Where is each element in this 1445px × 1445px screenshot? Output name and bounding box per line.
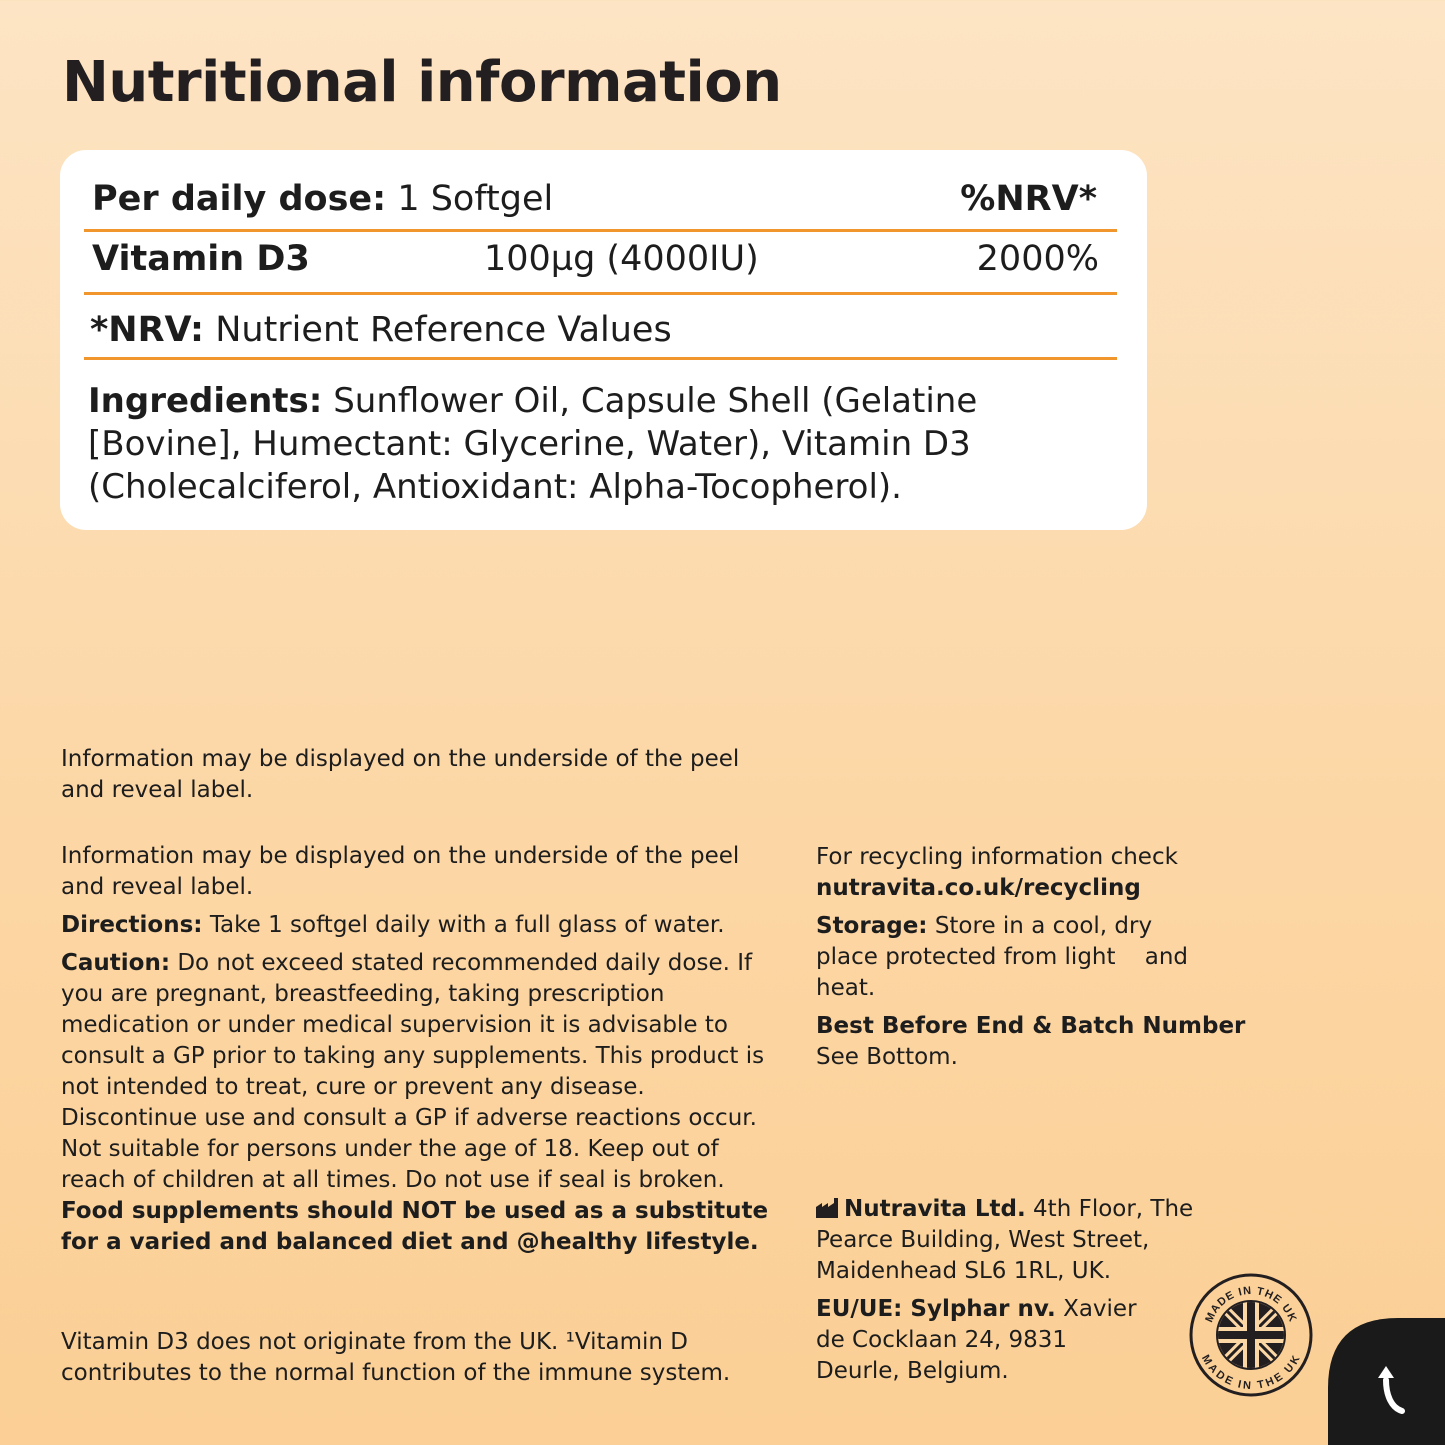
- ingredients-text: Sunflower Oil, Capsule Shell (Gelatine [Bovine], Humectant: Glycerine, Water), Vitamin D3 (Cholecalciferol, Antioxidant: Alpha-Tocopherol).: [88, 381, 978, 507]
- dose-value: 1 Softgel: [397, 179, 554, 219]
- footnote-row: [84, 295, 1117, 360]
- recycling: [816, 842, 1256, 904]
- nutrient-name: Vitamin D3: [92, 239, 310, 279]
- caution-label: Caution:: [61, 950, 171, 976]
- manufacturer-address: 4th Floor, The Pearce Building, West Street, Maidenhead SL6 1RL, UK.: [816, 1196, 1194, 1284]
- badge-text-top: MADE IN THE UK: [1203, 1284, 1299, 1325]
- best-before: [816, 1011, 1256, 1073]
- dose-label: Per daily dose:: [92, 179, 387, 219]
- nutrient-nrv: 2000%: [976, 239, 1099, 279]
- made-in-uk-badge: [1188, 1272, 1314, 1398]
- origin-note: [61, 1327, 781, 1389]
- eu-rep-address: Xavier de Cocklaan 24, 9831 Deurle, Belgium.: [816, 1296, 1137, 1384]
- factory-icon: [816, 1198, 840, 1218]
- recycling-text: For recycling information check: [816, 844, 1178, 870]
- badge-text-bottom: MADE IN THE UK: [1198, 1352, 1304, 1393]
- best-before-label: Best Before End & Batch Number: [816, 1013, 1246, 1039]
- footnote: [90, 308, 672, 352]
- eu-rep-label: EU/UE: Sylphar nv.: [816, 1296, 1056, 1322]
- best-before-text: See Bottom.: [816, 1044, 958, 1070]
- address-block: [816, 1194, 1236, 1387]
- directions: [61, 910, 781, 941]
- eu-rep: [816, 1294, 1156, 1387]
- directions-block: [61, 841, 781, 1258]
- storage-text: Store in a cool, dry place protected from light and heat.: [816, 913, 1196, 1001]
- footnote-text: Nutrient Reference Values: [215, 310, 672, 350]
- caution-bold-text: Food supplements should NOT be used as a substitute for a varied and balanced diet and @healthy lifestyle.: [61, 1198, 769, 1255]
- storage-label: Storage:: [816, 913, 928, 939]
- storage: [816, 911, 1216, 1004]
- ingredients-label: Ingredients:: [88, 381, 323, 421]
- info-note-text: Information may be displayed on the underside of the peel and reveal label.: [61, 746, 740, 803]
- dose-row: [84, 172, 1117, 232]
- origin-note-text: Vitamin D3 does not originate from the UK. ¹Vitamin D contributes to the normal function of the immune system.: [61, 1329, 731, 1386]
- recycling-link[interactable]: nutravita.co.uk/recycling: [816, 875, 1141, 901]
- nutrition-card: [60, 150, 1147, 530]
- ingredients: [88, 380, 1098, 509]
- footnote-label: *NRV:: [90, 310, 205, 350]
- caution-text: Do not exceed stated recommended daily dose. If you are pregnant, breastfeeding, taking prescription medication or under medical supervision it is advisable to consult a GP prior to taking any supplements. This product is not intended to treat, cure or prevent any disease. Discontinue use and consult a GP if adverse reactions occur. Not suitable for persons under the age of 18. Keep out of reach of children at all times. Do not use if seal is broken.: [61, 950, 765, 1193]
- page-title: Nutritional information: [62, 50, 782, 115]
- dose-cell: [92, 177, 553, 221]
- directions-label: Directions:: [61, 912, 203, 938]
- nutrient-amount: 100µg (4000IU): [484, 239, 759, 279]
- manufacturer: [816, 1194, 1236, 1287]
- caution: [61, 948, 781, 1258]
- directions-text: Take 1 softgel daily with a full glass of water.: [209, 912, 725, 938]
- manufacturer-name: Nutravita Ltd.: [844, 1196, 1026, 1222]
- info-note-text: Information may be displayed on the underside of the peel and reveal label.: [61, 843, 740, 900]
- nrv-header: %NRV*: [960, 179, 1097, 219]
- storage-block: [816, 842, 1256, 1073]
- nutrient-row: [84, 232, 1117, 295]
- info-note-top: [61, 744, 781, 806]
- corner-tab[interactable]: [1328, 1318, 1445, 1445]
